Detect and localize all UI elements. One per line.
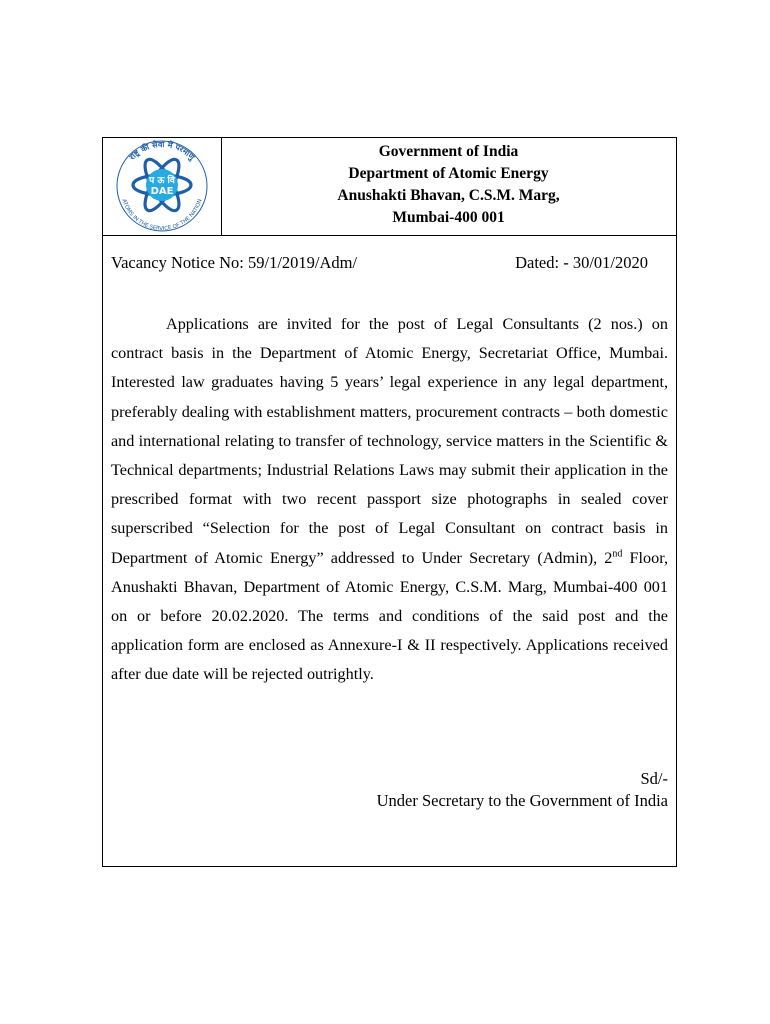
org-building: Anushakti Bhavan, C.S.M. Marg, bbox=[337, 187, 560, 204]
logo-cell bbox=[103, 138, 222, 235]
organization-address bbox=[221, 138, 676, 229]
org-department: Department of Atomic Energy bbox=[348, 165, 549, 182]
notice-box bbox=[102, 137, 677, 867]
body-text-part2: Floor, Anushakti Bhavan, Department of Atomic Energy, C.S.M. Marg, Mumbai-400 001 on or before 20.02.2020. The terms and conditions of the said post and the application form are enclosed as Annexure-I & II respectively. Applications received after due date will be rejected outrightly. bbox=[111, 548, 668, 684]
org-city: Mumbai-400 001 bbox=[392, 209, 505, 226]
logo-arc-top-text: राष्ट्र की सेवा में परमाणु bbox=[127, 139, 197, 162]
dae-logo bbox=[109, 139, 215, 234]
floor-superscript: nd bbox=[612, 548, 623, 560]
logo-arc-bottom-text: ATOMS IN THE SERVICE OF THE NATION bbox=[120, 198, 204, 233]
logo-center-hindi: प ऊ वि bbox=[149, 176, 175, 186]
signature-sd: Sd/- bbox=[640, 769, 668, 788]
vacancy-notice-number: Vacancy Notice No: 59/1/2019/Adm/ bbox=[111, 253, 358, 272]
org-government: Government of India bbox=[378, 143, 519, 160]
notice-date: Dated: - 30/01/2020 bbox=[515, 253, 648, 272]
letterhead bbox=[103, 138, 676, 236]
signature-block bbox=[377, 768, 668, 812]
logo-center-abbr: DAE bbox=[150, 186, 174, 197]
body-text-part1: Applications are invited for the post of Legal Consultants (2 nos.) on contract basis in the Department of Atomic Energy, Secretariat Office, Mumbai. Interested law graduates having 5 years’ legal experience in any legal department, preferably dealing with establishment matters, procurement contracts – both domestic and international relating to transfer of technology, service matters in the Scientific & Technical departments; Industrial Relations Laws may submit their application in the prescribed format with two recent passport size photographs in sealed cover superscribed “Selection for the post of Legal Consultant on contract basis in Department of Atomic Energy” addressed to Under Secretary (Admin), 2 bbox=[111, 315, 668, 567]
signatory-designation: Under Secretary to the Government of India bbox=[376, 791, 668, 810]
notice-body bbox=[111, 310, 668, 690]
